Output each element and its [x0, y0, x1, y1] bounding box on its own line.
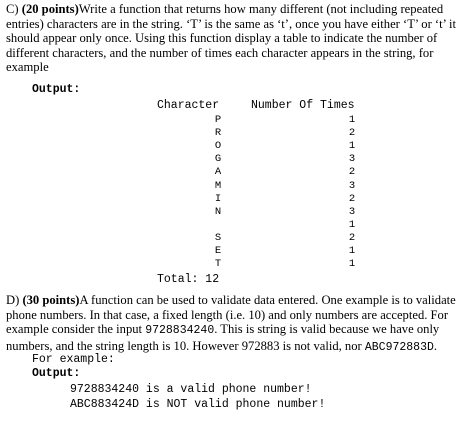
table-cell-count: 1	[348, 218, 356, 231]
table-cell-count: 1	[348, 114, 356, 126]
table-cell-character: R	[214, 127, 222, 140]
question-c-line-4: different characters, and the number of times each character appears in the string, for	[6, 45, 434, 60]
question-d-points: (30 points)	[22, 293, 80, 307]
inline-code-valid: 9728834240	[145, 324, 215, 338]
inline-code-invalid: ABC972883D	[364, 340, 434, 354]
table-cell-character: P	[214, 114, 222, 126]
question-d-line-1-text: A function can be used to validate data entered. One example is to validate	[79, 293, 456, 307]
question-c-line-1	[6, 2, 464, 17]
for-example-label: For example:	[32, 353, 115, 366]
question-c-line-1-text: Write a function that returns how many different (not including repeated	[78, 2, 444, 16]
question-d-line-2: phone numbers. In that case, a fixed length (i.e. 10) and only numbers are accepted. For	[6, 307, 449, 322]
table-cell-count: 3	[348, 153, 356, 166]
table-cell-character: I	[214, 192, 222, 205]
table-header-count: Number Of Times	[251, 99, 355, 112]
question-d-line-4-post: .	[433, 338, 438, 353]
table-cell-character: A	[214, 166, 222, 179]
table-cell-character: M	[214, 179, 222, 192]
question-c-label: C)	[6, 2, 22, 16]
output-label-c: Output:	[32, 83, 81, 96]
question-d-text	[6, 293, 464, 355]
question-d-line-3-post: . This is string is valid because we have only	[214, 322, 440, 337]
table-total: Total: 12	[157, 273, 220, 286]
question-c-line-2: entries) characters are in the string. ‘T’ is the same as ‘t’, once you have either ‘T’ or ‘t’ it	[6, 16, 457, 31]
question-d-line-3-pre: example consider the input	[6, 322, 146, 337]
question-d-line-3	[6, 322, 464, 339]
table-cell-count: 1	[348, 245, 356, 257]
question-c-text	[6, 2, 464, 75]
table-cell-count: 3	[348, 179, 356, 192]
table-cell-count: 2	[348, 127, 356, 140]
example-output-invalid: ABC883424D is NOT valid phone number!	[70, 398, 326, 411]
table-cell-character: N	[214, 205, 222, 218]
table-cell-character: T	[214, 258, 222, 271]
table-cell-count: 1	[348, 140, 356, 153]
table-cell-count: 1	[348, 258, 356, 271]
table-header-character: Character	[157, 99, 220, 112]
table-cell-count: 2	[348, 192, 356, 205]
question-c-line-3: should appear only once. Using this function display a table to indicate the number of	[6, 31, 438, 46]
output-label-d: Output:	[32, 367, 81, 380]
table-cell-character: E	[214, 245, 222, 257]
question-d-label: D)	[6, 293, 23, 307]
table-cell-character: O	[214, 140, 222, 153]
table-cell-character: S	[214, 231, 222, 244]
table-cell-count: 2	[348, 231, 356, 244]
table-cell-count: 3	[348, 205, 356, 218]
question-d-line-1	[6, 293, 464, 308]
question-d-line-4-pre: numbers, and the string length is 10. However 972883 is not valid, nor	[6, 338, 365, 353]
table-cell-count: 2	[348, 166, 356, 179]
table-cell-character: G	[214, 153, 222, 166]
question-c-points: (20 points)	[21, 2, 79, 16]
question-c-line-5: example	[6, 60, 49, 75]
example-output-valid: 9728834240 is a valid phone number!	[70, 383, 312, 396]
